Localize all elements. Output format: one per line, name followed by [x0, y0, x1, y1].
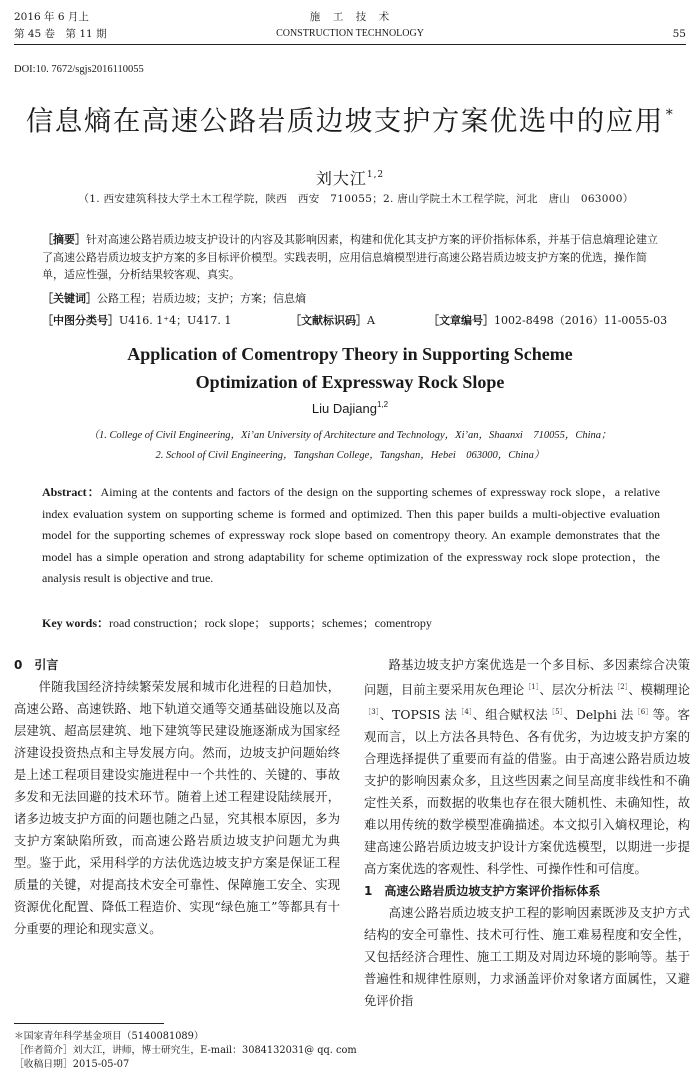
classification-line: ［中图分类号］U416. 1⁺4；U417. 1 ［文献标识码］A ［文章编号］1002-8498（2016）11-0055-03	[42, 314, 668, 327]
affiliation-en-2: 2. School of Civil Engineering，Tangshan College，Tangshan，Hebei 063000，China）	[155, 450, 545, 461]
header-journal-cn: 施 工 技 术	[309, 11, 391, 23]
affiliation-en-1: （1. College of Civil Engineering，Xi’an University of Architecture and Technology，Xi’an，Shaanxi 710055，China；	[88, 430, 612, 441]
doi: DOI:10. 7672/sgjs2016110055	[14, 64, 144, 75]
section-0-heading: 0 引言	[14, 658, 59, 672]
abstract-cn: ［摘要］针对高速公路岩质边坡支护设计的内容及其影响因素，构建和优化其支护方案的评价指标体系，并基于信息熵理论建立了高速公路岩质边坡支护方案的多目标评价模型。实践表明，应用信息熵模型进行高速公路岩质边坡支护方案的优选，操作简单，适应性强，分析结果较客观、真实。	[42, 233, 658, 281]
right-column	[364, 654, 690, 1012]
abstract-en: Abstract：Aiming at the contents and factors of the design on the supporting schemes of expressway rock slope，a relative index evaluation system on supporting scheme is formed and optimized. Then this paper builds a multi-objective evaluation model for the supporting schemes of expressway rock slope based on comentropy theory. An example demonstrates that the model has a simple operation and strong adaptability for scheme optimization of the expressway rock slope protection，the analysis result is objective and true.	[42, 485, 660, 585]
footnotes: ＊国家青年科学基金项目（5140081089） ［作者简介］刘大江，讲师，博士研究生，E-mail：3084132031@ qq. com ［收稿日期］2015-05-07	[14, 1031, 357, 1070]
author-cn: 刘大江$^{1,2}$	[315, 169, 385, 188]
section-1-paragraph: 高速公路岩质边坡支护工程的影响因素既涉及支护方式结构的安全可靠性、技术可行性、施工难易程度和安全性，又包括经济合理性、施工工期及对周边环境的影响等。基于普遍性和规律性原则，力求涵盖评价对象诸方面属性，又避免评价指	[364, 906, 690, 1008]
paper-title-en: Application of Comentropy Theory in Supporting Scheme Optimization of Expressway Rock Slope	[127, 344, 573, 392]
keywords-cn: ［关键词］公路工程；岩质边坡；支护；方案；信息熵	[42, 292, 306, 305]
affiliation-cn: （1. 西安建筑科技大学土木工程学院，陕西 西安 710055；2. 唐山学院土木工程学院，河北 唐山 063000）	[78, 193, 634, 205]
left-column	[14, 654, 340, 940]
keywords-en: Key words：road construction；rock slope； supports；schemes；comentropy	[42, 616, 432, 630]
footnote-rule	[14, 1023, 164, 1024]
section-0-paragraph: 伴随我国经济持续繁荣发展和城市化进程的日趋加快，高速公路、高速铁路、地下轨道交通等交通基础设施以及高层建筑、超高层建筑、地下建筑等民建设施逐渐成为国家经济建设投资热点和主导发展方向。然而，边坡支护问题始终是上述工程项目建设实施进程中一个共性的、关键的、事故多发和无法回避的技术环节。随着上述工程建设陆续展开，诸多边坡支护方面的问题也随之凸显，究其根本原因，多为支护方案缺陷所致，而高速公路岩质边坡支护问题尤为典型。鉴于此，采用科学的方法优选边坡支护方案是保证工程质量的关键，对提高技术安全可靠性、保障施工安全、实现资源优化配置、降低工程造价、实现“绿色施工”等都具有十分重要的理论和现实意义。	[14, 680, 340, 936]
section-1-heading: 1 高速公路岩质边坡支护方案评价指标体系	[364, 884, 601, 898]
page-number: 55	[672, 28, 686, 40]
paper-title-cn: 信息熵在高速公路岩质边坡支护方案优选中的应用 *	[25, 105, 675, 137]
header-rule	[14, 44, 686, 45]
right-paragraph-1: 路基边坡支护方案优选是一个多目标、多因素综合决策问题，目前主要采用灰色理论$^{[1]}$、层次分析法$^{[2]}$、模糊理论$^{[3]}$、TOPSIS 法$^{[4]}$、组合赋权法$^{[5]}$、Delphi 法$^{[6]}$等。客观而言，以上方法各具特色、各有优劣，为边坡支护方案的合理选择提供了重要而有益的借鉴。由于高速公路岩质边坡支护的影响因素众多，且这些因素之间呈高度非线性和不确定性关系，而数据的收集也存在很大随机性、未确知性，故难以用传统的数学模型准确描述。本文拟引入熵权理论，构建高速公路岩质边坡支护设计方案优选模型，以期进一步提高方案优选的客观性、科学性、可操作性和可信度。	[364, 658, 690, 876]
header-volume: 第 45 卷 第 11 期	[14, 28, 107, 40]
author-en: Liu Dajiang$^{1,2}$	[311, 400, 389, 416]
header-journal-en: CONSTRUCTION TECHNOLOGY	[276, 28, 424, 39]
header-date: 2016 年 6 月上	[14, 11, 89, 23]
